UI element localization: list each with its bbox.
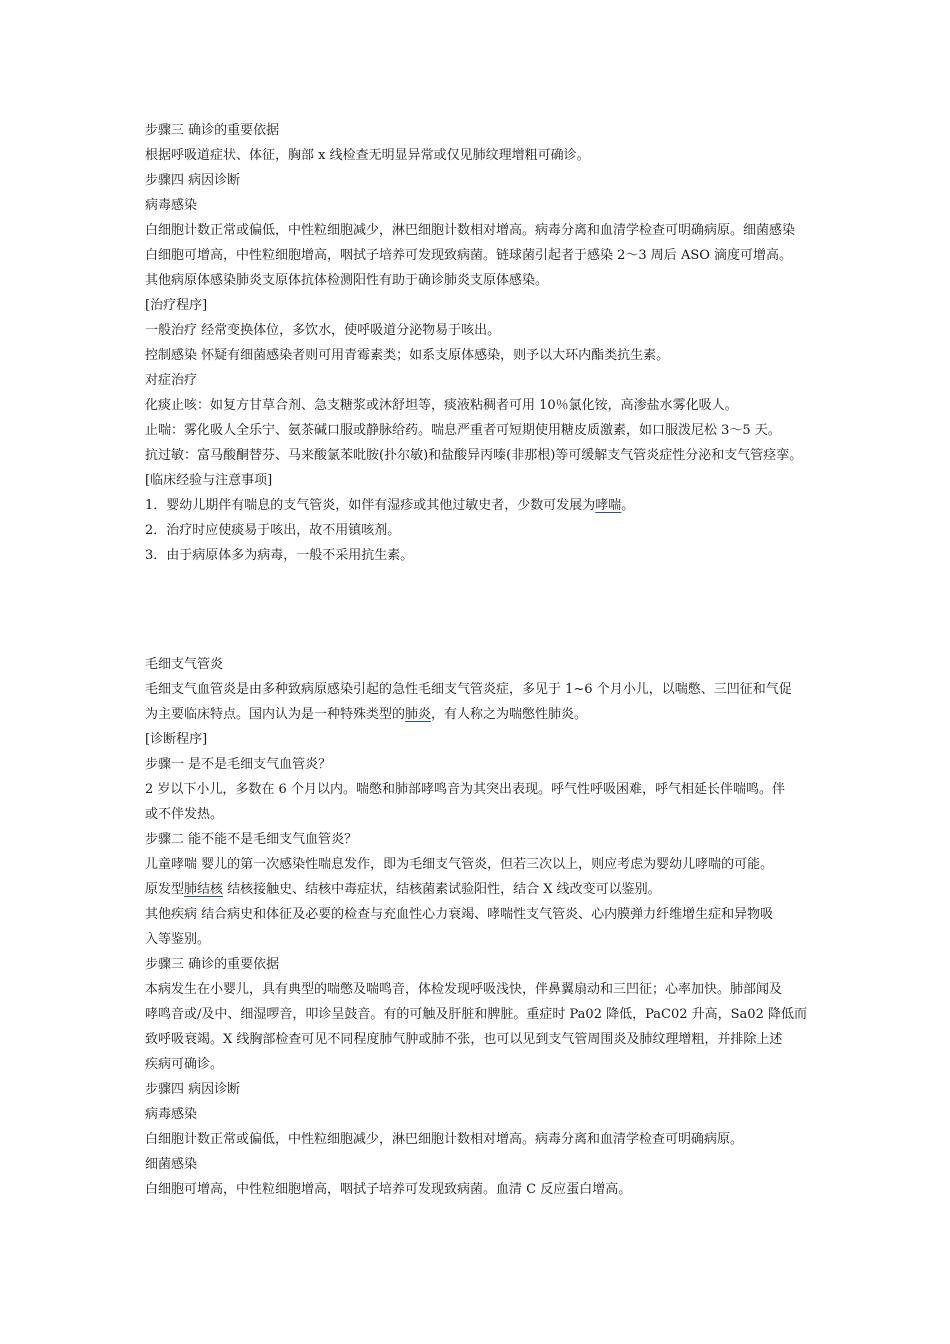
s2-virus-title: 病毒感染	[145, 1107, 198, 1122]
other-disease-2: 入等鉴别。	[145, 932, 211, 947]
general-treatment: 一般治疗 经常变换体位，多饮水，使呼吸道分泌物易于咳出。	[145, 323, 501, 338]
s1-step4-title: 步骤四 病因诊断	[145, 173, 241, 188]
s2-step3-title: 步骤三 确诊的重要依据	[145, 957, 280, 972]
cough-treatment: 化痰止咳：如复方甘草合剂、急支糖浆或沐舒坦等，痰液粘稠者可用 10％氯化铵，高渗盐水雾化吸人。	[145, 398, 738, 413]
s2-step1-title: 步骤一 是不是毛细支气血管炎？	[145, 757, 332, 772]
s2-step3-text-4: 疾病可确诊。	[145, 1057, 224, 1072]
s2-step1-text-1: 2 岁以下小儿，多数在 6 个月以内。喘憋和肺部哮鸣音为其突出表现。呼气性呼吸困难，呼气相延长伴喘鸣。伴	[145, 782, 785, 797]
asthma-link[interactable]: 哮喘	[595, 498, 622, 513]
tuberculosis-text	[145, 877, 810, 902]
s2-step1-text-2: 或不伴发热。	[145, 807, 224, 822]
s2-step3-text-3: 致呼吸衰竭。X 线胸部检查可见不同程度肺气肿或肺不张，也可以见到支气管周围炎及肺纹理增粗，并排除上述	[145, 1032, 783, 1047]
section2-title: 毛细支气管炎	[145, 657, 224, 672]
intro-2-suffix: ，有人称之为喘憋性肺炎。	[431, 707, 588, 722]
s2-step4-title: 步骤四 病因诊断	[145, 1082, 241, 1097]
section2-intro-1: 毛细支气血管炎是由多种致病原感染引起的急性毛细支气管炎症，多见于 1~6 个月小儿，以喘憋、三凹征和气促	[145, 682, 792, 697]
s1-step3-text: 根据呼吸道症状、体征，胸部 x 线检查无明显异常或仅见肺纹理增粗可确诊。	[145, 148, 590, 163]
s1-virus-text: 白细胞计数正常或偏低，中性粒细胞减少，淋巴细胞计数相对增高。病毒分离和血清学检查可明确病原。细菌感染	[145, 223, 796, 238]
other-disease-1: 其他疾病 结合病史和体征及必要的检查与充血性心力衰竭、哮喘性支气管炎、心内膜弹力纤维增生症和异物吸	[145, 907, 774, 922]
tb-prefix: 原发型	[145, 882, 185, 897]
treatment-header: [治疗程序]	[145, 298, 208, 313]
s1-bacteria-text: 白细胞可增高，中性粒细胞增高，咽拭子培养可发现致病菌。链球菌引起者于感染 2～3 周后 ASO 滴度可增高。	[145, 248, 793, 263]
pneumonia-link[interactable]: 肺炎	[405, 707, 432, 722]
experience-item-1	[145, 493, 810, 518]
allergy-treatment: 抗过敏：富马酸酮替芬、马来酸氯苯吡胺(扑尔敏)和盐酸异丙嗪(非那根)等可缓解支气管炎症性分泌和支气管痉挛。	[145, 448, 803, 463]
experience-item-1-suffix: 。	[621, 498, 635, 513]
s2-step2-title: 步骤二 能不能不是毛细支气血管炎？	[145, 832, 358, 847]
asthma-treatment: 止喘：雾化吸人全乐宁、氨茶碱口服或静脉给药。喘息严重者可短期使用糖皮质激素，如口服泼尼松 3～5 天。	[145, 423, 781, 438]
tuberculosis-link[interactable]: 肺结核	[184, 882, 224, 897]
experience-item-2: 2．治疗时应使痰易于咳出，故不用镇咳剂。	[145, 523, 401, 538]
experience-item-3: 3．由于病原体多为病毒，一般不采用抗生素。	[145, 548, 414, 563]
intro-2-prefix: 为主要临床特点。国内认为是一种特殊类型的	[145, 707, 406, 722]
section-gap	[145, 568, 810, 652]
s2-bacteria-title: 细菌感染	[145, 1157, 198, 1172]
diagnosis-header: [诊断程序]	[145, 732, 208, 747]
section2-intro-2	[145, 702, 810, 727]
experience-header: [临床经验与注意事项]	[145, 473, 273, 488]
s2-virus-text: 白细胞计数正常或偏低，中性粒细胞减少，淋巴细胞计数相对增高。病毒分离和血清学检查可明确病原。	[145, 1132, 744, 1147]
s1-step3-title: 步骤三 确诊的重要依据	[145, 123, 280, 138]
tb-suffix: 结核接触史、结核中毒症状，结核菌素试验阳性，结合 X 线改变可以鉴别。	[223, 882, 661, 897]
s2-bacteria-text: 白细胞可增高，中性粒细胞增高，咽拭子培养可发现致病菌。血清 C 反应蛋白增高。	[145, 1182, 632, 1197]
s2-step3-text-1: 本病发生在小婴儿，具有典型的喘憋及喘鸣音，体检发现呼吸浅快，伴鼻翼扇动和三凹征；心率加快。肺部闻及	[145, 982, 783, 997]
child-asthma-text: 儿童哮喘 婴儿的第一次感染性喘息发作，即为毛细支气管炎，但若三次以上，则应考虑为婴幼儿哮喘的可能。	[145, 857, 774, 872]
control-infection: 控制感染 怀疑有细菌感染者则可用青霉素类；如系支原体感染，则予以大环内酯类抗生素。	[145, 348, 670, 363]
experience-item-1-prefix: 1．婴幼儿期伴有喘息的支气管炎，如伴有湿疹或其他过敏史者，少数可发展为	[145, 498, 596, 513]
s2-step3-text-2: 哮鸣音或/及中、细湿啰音，叩诊呈鼓音。有的可触及肝脏和脾脏。重症时 Pa02 降低，PaC02 升高，Sa02 降低而	[145, 1007, 807, 1022]
s1-virus-title: 病毒感染	[145, 198, 198, 213]
symptomatic-title: 对症治疗	[145, 373, 198, 388]
document-page	[145, 118, 810, 1202]
s1-other-text: 其他病原体感染肺炎支原体抗体检测阳性有助于确诊肺炎支原体感染。	[145, 273, 549, 288]
